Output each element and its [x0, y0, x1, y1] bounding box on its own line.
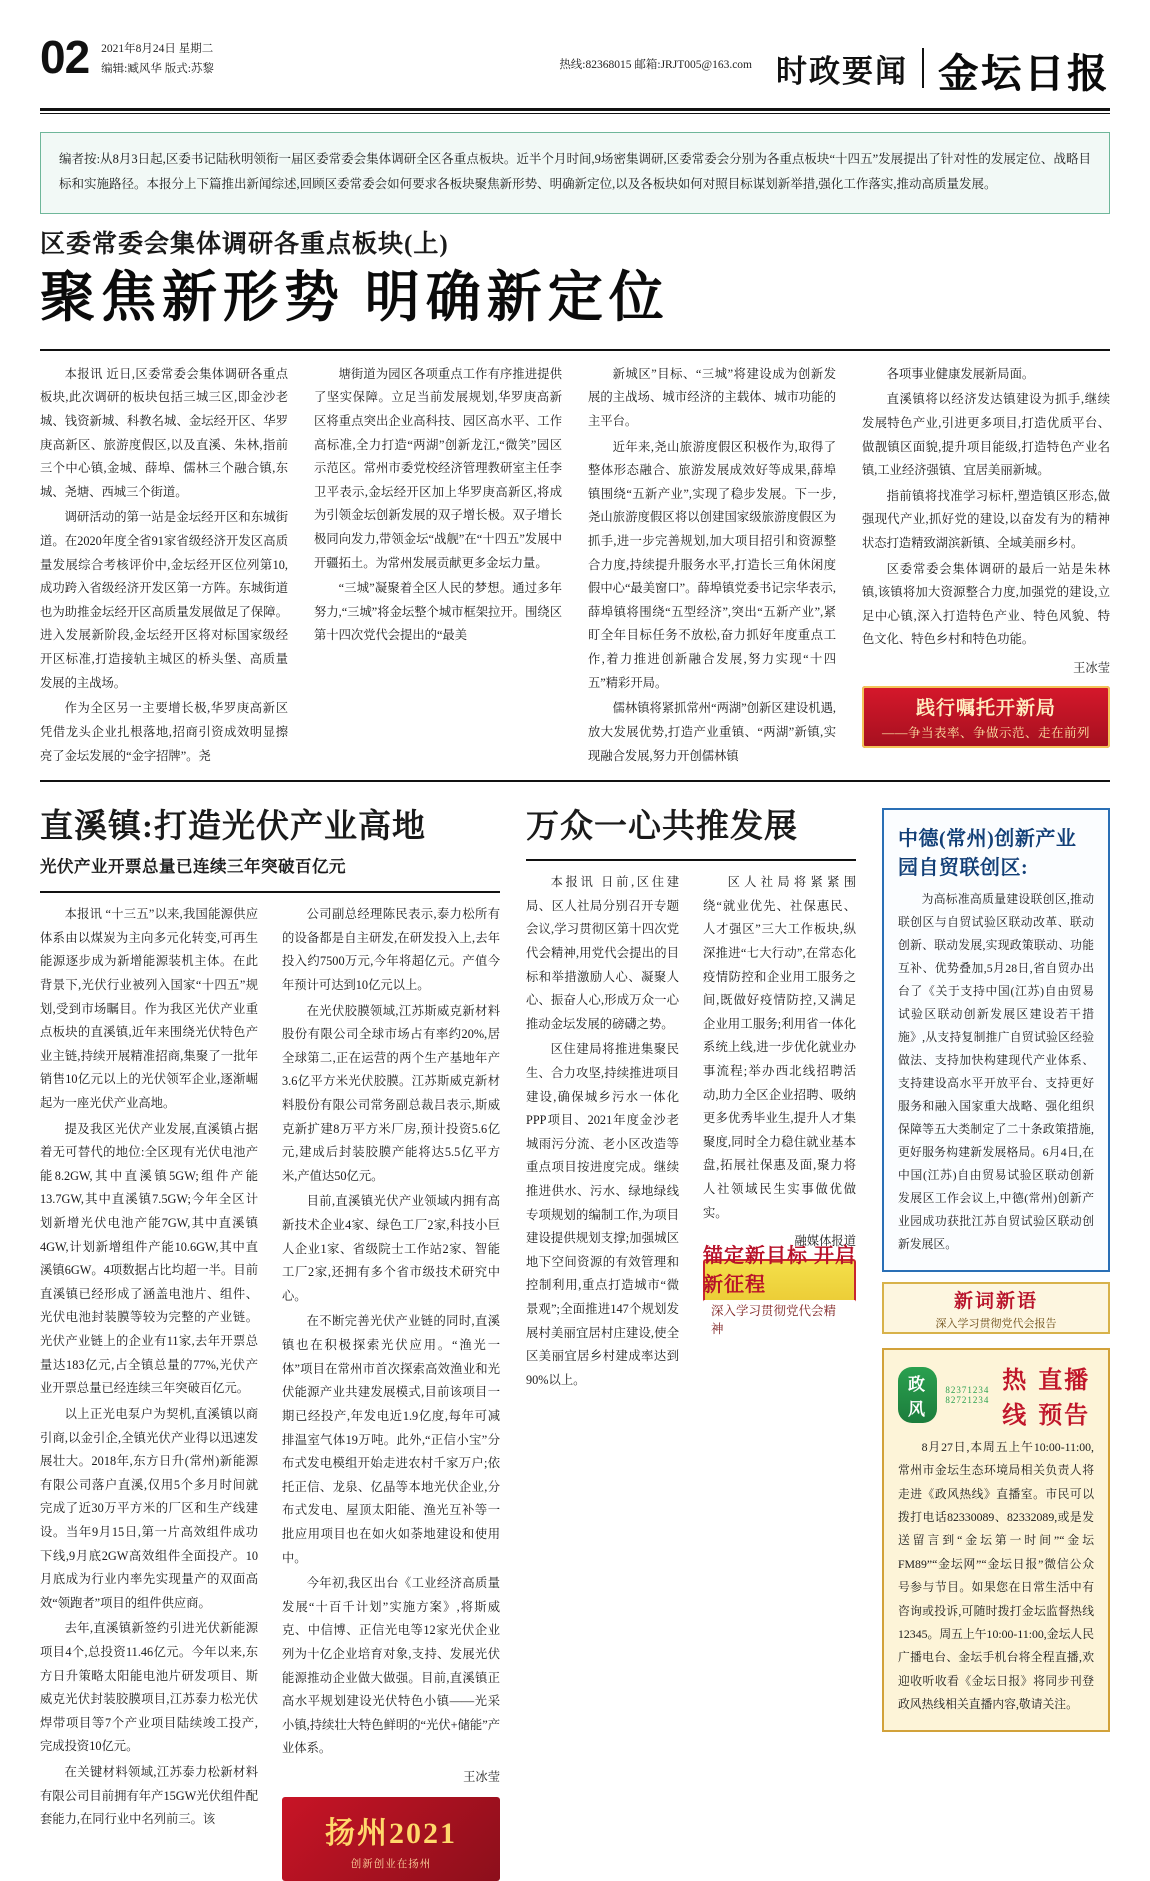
story-solar-subtitle: 光伏产业开票总量已连续三年突破百亿元	[40, 857, 346, 877]
lead-col-2	[314, 363, 562, 770]
story-development	[526, 796, 856, 1881]
zhengfeng-hotline-label: 热线	[1002, 1368, 1029, 1430]
ad-line-2: 深入学习贯彻党代会精神	[703, 1300, 856, 1338]
story-solar-title: 直溪镇:打造光伏产业高地	[40, 809, 426, 846]
paragraph: 以上正光电泵户为契机,直溪镇以商引商,以金引企,全镇光伏产业得以迅速发展壮大。2018年,东方日升(常州)新能源有限公司落户直溪,仅用5个多月时间就完成了近30万平方米的厂区和生产线建设。当年9月15日,第一片高效组件成功下线,9月底2GW高效组件全面投产。10月底成为行业内率先实现量产的双面高效“领跑者”项目的组件供应商。	[40, 1406, 258, 1610]
masthead	[40, 0, 1110, 104]
lead-col-4	[862, 363, 1110, 770]
story-development-byline: 融媒体报道	[794, 1234, 856, 1249]
paragraph: 指前镇将找准学习标杆,塑造镇区形态,做强现代产业,抓好党的建设,以奋发有为的精神状态打造精致湖滨新镇、全域美丽乡村。	[862, 488, 1110, 551]
lead-col-3	[588, 363, 836, 770]
paragraph: 塘街道为园区各项重点工作有序推进提供了坚实保障。立足当前发展规划,华罗庚高新区将重点突出企业高科技、园区高水平、工作高标准,全力打造“两湖”创新龙江,“微笑”园区示范区。常州市委党校经济管理教研室主任李卫平表示,金坛经开区加上华罗庚高新区,将成为引领金坛创新发展的双子增长极。双子增长极同向发力,带领金坛“战舰”在“十四五”发展中开疆拓土。为常州发展贡献更多金坛力量。	[314, 366, 562, 570]
lead-col-1	[40, 363, 288, 770]
issue-date: 2021年8月24日 星期二	[101, 43, 214, 55]
ad-banner-yangzhou[interactable]	[282, 1797, 500, 1881]
story-solar-columns	[40, 903, 500, 1881]
section-rule	[40, 780, 1110, 782]
paragraph: 今年初,我区出台《工业经济高质量发展“十百千计划”实施方案》,将斯威克、中信博、正信光电等12家光伏企业列为十亿企业培育对象,支持、发展光伏能源推动企业做大做强。目前,直溪镇正高水平规划建设光伏特色小镇——光采小镇,持续壮大特色鲜明的“光伏+储能”产业体系。	[282, 1576, 500, 1756]
ad-banner-newterm[interactable]	[882, 1282, 1110, 1334]
issue-info	[101, 34, 214, 79]
paragraph: 新城区”目标、“三城”将建设成为创新发展的主战场、城市经济的主载体、城市功能的主平台。	[588, 366, 836, 428]
masthead-rule-thin	[40, 113, 1110, 114]
paragraph: 儒林镇将紧抓常州“两湖”创新区建设机遇,放大发展优势,打造产业重镇、“两湖”新镇,实现融合发展,努力开创儒林镇	[588, 701, 836, 763]
masthead-divider	[922, 48, 924, 88]
paragraph: 本报讯 “十三五”以来,我国能源供应体系由以煤炭为主向多元化转变,可再生能源逐步成为新增能源装机主体。在此背景下,光伏行业被列入国家“十四五”规划,受到市场瞩目。作为我区光伏产业重点板块的直溪镇,近年来围绕光伏特色产业主链,持续开展精准招商,集聚了一批年销售10亿元以上的光伏领军企业,逐渐崛起为一座光伏产业高地。	[40, 907, 258, 1110]
paragraph: 区人社局将紧紧围绕“就业优先、社保惠民、人才强区”三大工作板块,纵深推进“七大行动”,在常态化疫情防控和企业用工服务之间,既做好疫情防控,又满足企业用工服务;利用省一体化系统上线,进一步优化就业办事流程;举办西北线招聘活动,助力全区企业招聘、吸纳更多优秀毕业生,提升人才集聚度,同时全力稳住就业基本盘,拓展社保惠及面,聚力将人社领域民生实事做优做实。	[703, 875, 856, 1220]
box-innovation-park	[882, 808, 1110, 1272]
story-solar-col-2	[282, 903, 500, 1881]
story-development-title: 万众一心共推发展	[526, 809, 798, 846]
masthead-rule	[40, 108, 1110, 111]
paper-logo: 金坛日报	[938, 51, 1110, 96]
ad-banner-newgoal[interactable]	[703, 1244, 856, 1336]
story-solar-headline	[40, 800, 500, 893]
editor-note: 编者按:从8月3日起,区委书记陆秋明领衔一届区委常委会集体调研全区各重点板块。近半个月时间,9场密集调研,区委常委会分别为各重点板块“十四五”发展提出了针对性的发展定位、战略目标和实施路径。本报分上下篇推出新闻综述,回顾区委常委会如何要求各板块聚焦新形势、明确新定位,以及各板块如何对照目标谋划新举措,强化工作落实,推动高质量发展。	[40, 132, 1110, 214]
paragraph: 直溪镇将以经济发达镇建设为抓手,继续发展特色产业,引进更多项目,打造优质平台、做靓镇区面貌,提升项目能级,打造特色产业名镇,工业经济强镇、宜居美丽新城。	[862, 392, 1110, 478]
ad-line-1: 践行嘱托开新局	[915, 698, 1056, 720]
zhengfeng-hotline-numbers: 82371234 82721234	[945, 1385, 990, 1406]
lead-byline: 王冰莹	[1073, 661, 1110, 676]
story-development-columns	[526, 871, 856, 1394]
broadcast-preview-label: 直播预告	[1038, 1368, 1091, 1430]
paragraph: 各项事业健康发展新局面。	[886, 366, 1035, 381]
story-development-headline	[526, 800, 856, 861]
ad-line-1: 新词新语	[953, 1290, 1038, 1312]
paragraph: 在光伏胶膜领域,江苏斯威克新材料股份有限公司全球市场占有率约20%,居全球第二,正在运营的两个生产基地年产3.6亿平方米光伏胶膜。江苏斯威克新材料股份有限公司常务副总裁吕表示,斯威克新扩建8万平方米厂房,预计投资5.6亿元,建成后封装胶膜产能将达5.5亿平方米,产值达50亿元。	[282, 1003, 500, 1183]
story-development-col-2	[703, 871, 856, 1394]
page-number: 02	[40, 31, 90, 83]
ad-line-2: 深入学习贯彻党代会报告	[935, 1317, 1057, 1330]
ad-line-1: 扬州2021	[325, 1816, 457, 1850]
paragraph: 目前,直溪镇光伏产业领域内拥有高新技术企业4家、绿色工厂2家,科技小巨人企业1家、省级院士工作站2家、智能工厂2家,还拥有多个省市级技术研究中心。	[282, 1194, 500, 1303]
paragraph: 区住建局将推进集聚民生、合力攻坚,持续推进项目建设,确保城乡污水一体化PPP项目、2021年度金沙老城雨污分流、老小区改造等重点项目按进度完成。继续推进供水、污水、绿地绿线专项规划的编制工作,为项目建设提供规划支撑;加强城区地下空间资源的有效管理和控制利用,重点打造城市“微景观”;全面推进147个规划发展村美丽宜居村庄建设,使全区美丽宜居乡村建成率达到90%以上。	[526, 1042, 679, 1387]
ad-line-1: 锚定新目标 开启新征程	[703, 1244, 856, 1296]
right-column	[882, 796, 1110, 1881]
box-innovation-park-body: 为高标准高质量建设联创区,推动联创区与自贸试验区联动改革、联动创新、联动发展,实现政策联动、功能互补、优势叠加,5月28日,省自贸办出台了《关于支持中国(江苏)自由贸易试验区联动创新发展区建设若干措施》,从支持复制推广自贸试验区经验做法、支持加快构建现代产业体系、支持建设高水平开放平台、支持更好服务和融入国家重大战略、强化组织保障等五大类制定了二十条政策措施,更好服务构建新发展格局。6月4日,在中国(江苏)自由贸易试验区联动创新发展区工作会议上,中德(常州)创新产业园成功获批江苏自贸试验区联动创新发展区。	[898, 892, 1094, 1252]
story-solar-byline: 王冰莹	[463, 1770, 500, 1785]
story-solar	[40, 796, 500, 1881]
zhengfeng-badge: 政风	[898, 1367, 937, 1423]
lead-headline-block	[40, 224, 1110, 351]
paragraph: 在关键材料领域,江苏泰力松新材料有限公司目前拥有年产15GW光伏组件配套能力,在同行业中名列前三。该	[40, 1765, 258, 1827]
paragraph: 调研活动的第一站是金坛经开区和东城街道。在2020年度全省91家省级经济开发区高质量发展综合考核评价中,金坛经开区位列第10,成功跨入省级经济开发区第一方阵。东城街道也为助推金坛经开区高质量发展做足了保障。进入发展新阶段,金坛经开区将对标国家级经开区标准,打造接轨主城区的桥头堡、高质量发展的主战场。	[40, 510, 288, 690]
lead-kicker: 区委常委会集体调研各重点板块(上)	[40, 231, 449, 258]
ad-line-2: 创新创业在扬州	[350, 1858, 432, 1870]
lead-story-columns	[40, 363, 1110, 770]
paragraph: 近年来,尧山旅游度假区积极作为,取得了整体形态融合、旅游发展成效好等成果,薛埠镇围绕“五新产业”,实现了稳步发展。下一步,尧山旅游度假区将以创建国家级旅游度假区为抓手,进一步完善规划,加大项目招引和资源整合力度,持续提升服务水平,打造长三角休闲度假中心“最美窗口”。薛埠镇党委书记宗华表示,薛埠镇将围绕“五型经济”,突出“五新产业”,紧盯全年目标任务不放松,奋力抓好年度重点工作,着力推进创新融合发展,努力实现“十四五”精彩开局。	[588, 439, 836, 690]
box-broadcast-body: 8月27日,本周五上午10:00-11:00,常州市金坛生态环境局相关负责人将走进《政风热线》直播室。市民可以拨打电话82330089、82332089,或是发送留言到“金坛第一时间”“金坛FM89”“金坛网”“金坛日报”微信公众号参与节目。如果您在日常生活中有咨询或投诉,可随时拨打金坛监督热线12345。周五上午10:00-11:00,金坛人民广播电台、金坛手机台将全程直播,欢迎收听收看《金坛日报》将同步刊登政风热线相关直播内容,敬请关注。	[898, 1440, 1094, 1711]
paragraph: 去年,直溪镇新签约引进光伏新能源项目4个,总投资11.46亿元。今年以来,东方日升策略太阳能电池片研发项目、斯威克光伏封装胶膜项目,江苏泰力松光伏焊带项目等7个产业项目陆续竣工投产,完成投资10亿元。	[40, 1621, 258, 1754]
paragraph: 本报讯 日前,区住建局、区人社局分别召开专题会议,学习贯彻区第十四次党代会精神,用党代会提出的目标和举措激励人心、凝聚人心、振奋人心,形成万众一心推动金坛发展的磅礴之势。	[526, 875, 679, 1031]
paragraph: 本报讯 近日,区委常委会集体调研各重点板块,此次调研的板块包括三城三区,即金沙老城、钱资新城、科教名城、金坛经开区、华罗庚高新区、旅游度假区,以及直溪、朱林,指前三个中心镇,金城、薛埠、儒林三个融合镇,东城、尧塘、西城三个街道。	[40, 366, 288, 499]
issue-editor: 编辑:臧风华 版式:苏黎	[101, 63, 214, 76]
story-solar-col-1	[40, 903, 258, 1881]
ad-banner-practice[interactable]	[862, 686, 1110, 748]
box-innovation-park-title: 中德(常州)创新产业园自贸联创区:	[898, 828, 1077, 880]
ad-line-2: ——争当表率、争做示范、走在前列	[881, 726, 1090, 741]
lower-section	[40, 796, 1110, 1881]
paragraph: 区委常委会集体调研的最后一站是朱林镇,该镇将加大资源整合力度,加强党的建设,立足中心镇,深入打造特色产业、特色风貌、特色文化、特色乡村和特色功能。	[862, 561, 1110, 647]
paragraph: 作为全区另一主要增长极,华罗庚高新区凭借龙头企业扎根落地,招商引资成效明显擦亮了金坛发展的“金字招牌”。尧	[40, 701, 288, 763]
section-title: 时政要闻	[776, 54, 908, 89]
paragraph: 提及我区光伏产业发展,直溪镇占据着无可替代的地位:全区现有光伏电池产能8.2GW,其中直溪镇5GW;组件产能13.7GW,其中直溪镇7.5GW;今年全区计划新增光伏电池产能7GW,其中直溪镇4GW,计划新增组件产能10.6GW,其中直溪镇6GW。4项数据占比均超一半。目前直溪镇已经形成了涵盖电池片、组件、光伏电池封装膜等较为完整的产业链。光伏产业链上的企业有11家,去年开票总量达183亿元,占全镇总量的77%,光伏产业开票总量已经连续三年突破百亿元。	[40, 1121, 258, 1396]
box-broadcast-header	[898, 1360, 1094, 1430]
paragraph: 公司副总经理陈民表示,泰力松所有的设备都是自主研发,在研发投入上,去年投入约7500万元,今年将超亿元。产值今年预计可达到10亿元以上。	[282, 907, 500, 992]
story-development-col-1	[526, 871, 679, 1394]
contact-line: 热线:82368015 邮箱:JRJT005@163.com	[559, 59, 752, 71]
lead-title: 聚焦新形势 明确新定位	[40, 267, 670, 328]
paragraph: “三城”凝聚着全区人民的梦想。通过多年努力,“三城”将金坛整个城市框架拉开。围绕区第十四次党代会提出的“最美	[314, 581, 562, 643]
box-broadcast-notice	[882, 1348, 1110, 1732]
paragraph: 在不断完善光伏产业链的同时,直溪镇也在积极探索光伏应用。“渔光一体”项目在常州市首次探索高效渔业和光伏能源产业共建发展模式,目前该项目一期已经投产,年发电近1.9亿度,每年可减排温室气体19万吨。此外,“正信小宝”分布式发电模组开始走进农村千家万户;依托正信、龙泉、亿晶等本地光伏企业,分布式发电、屋顶太阳能、渔光互补等一批应用项目也在如火如荼地建设和使用中。	[282, 1314, 500, 1565]
